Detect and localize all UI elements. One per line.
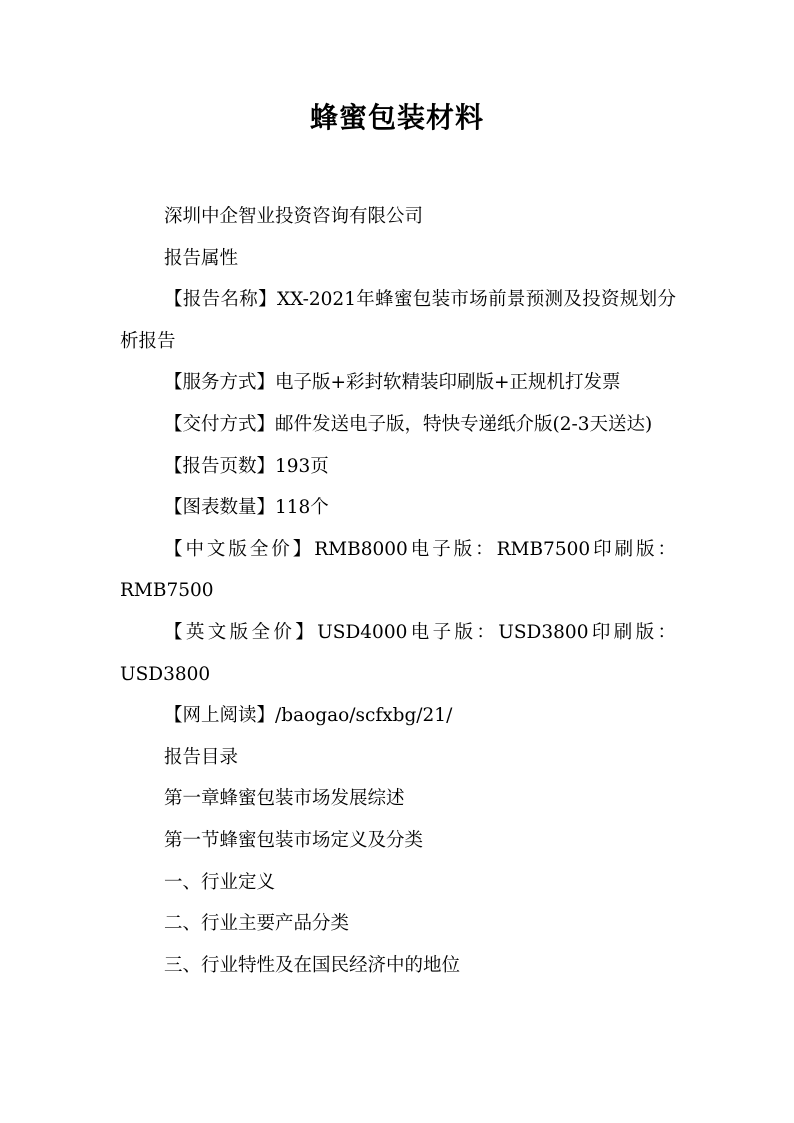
report-name: 【报告名称】XX-2021年蜂蜜包装市场前景预测及投资规划分析报告: [120, 289, 676, 352]
toc-item-1: 一、行业定义: [164, 871, 276, 893]
document-title: 蜂蜜包装材料: [309, 101, 484, 134]
chart-count: 【图表数量】118个: [164, 497, 329, 519]
table-of-contents-heading: 报告目录: [164, 746, 239, 768]
report-attributes-heading: 报告属性: [164, 247, 239, 269]
toc-item-3: 三、行业特性及在国民经济中的地位: [164, 954, 461, 976]
toc-section-1: 第一节蜂蜜包装市场定义及分类: [164, 829, 424, 851]
toc-chapter-1: 第一章蜂蜜包装市场发展综述: [164, 788, 405, 810]
english-price: 【英文版全价】USD4000电子版：USD3800印刷版：USD3800: [120, 621, 676, 685]
chinese-price: 【中文版全价】RMB8000电子版：RMB7500印刷版：RMB7500: [120, 538, 676, 602]
service-method: 【服务方式】电子版+彩封软精装印刷版+正规机打发票: [164, 372, 621, 394]
document-body: [120, 196, 676, 986]
company-name: 深圳中企智业投资咨询有限公司: [164, 206, 424, 227]
delivery-method: 【交付方式】邮件发送电子版，特快专递纸介版(2-3天送达): [164, 413, 653, 435]
online-reading: 【网上阅读】/baogao/scfxbg/21/: [164, 705, 453, 727]
report-pages: 【报告页数】193页: [164, 455, 329, 477]
toc-item-2: 二、行业主要产品分类: [164, 913, 350, 935]
